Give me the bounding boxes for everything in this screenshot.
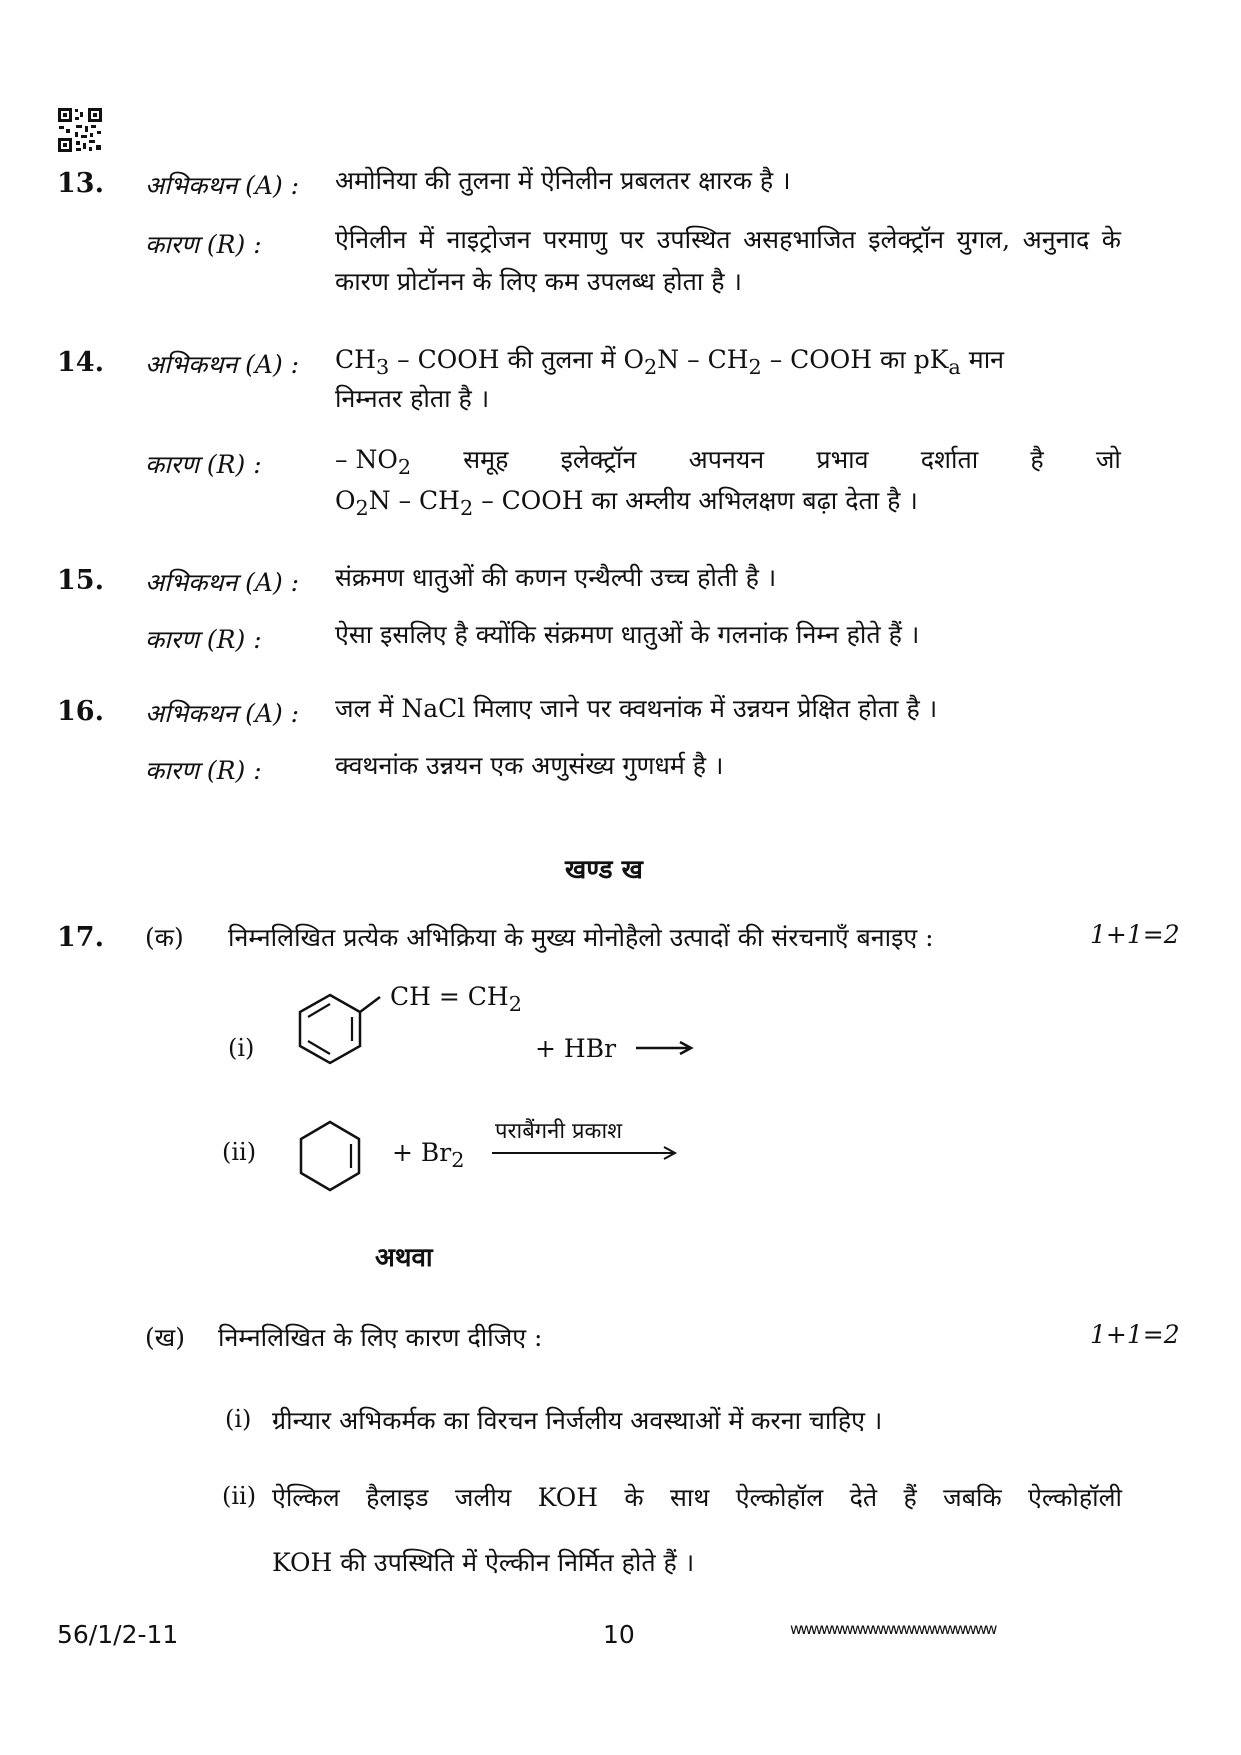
assertion-label: अभिकथन (A) : [145,699,300,728]
reason-label: कारण (R) : [145,450,262,479]
or-separator: अथवा [375,1243,433,1273]
reagent: + HBr [535,1034,617,1063]
marks: 1+1=2 [1090,1320,1180,1349]
assertion-label: अभिकथन (A) : [145,568,300,597]
reagent: + $Br_2$ [392,1138,465,1172]
reason-text: क्वथनांक उन्नयन एक अणुसंख्य गुणधर्म है । [335,751,724,780]
reaction-label: (i) [228,1034,255,1062]
part-a-label: (क) [145,923,184,952]
section-title: खण्ड ख [565,855,643,885]
part-b-text: निम्नलिखित के लिए कारण दीजिए : [218,1323,543,1352]
reason-text: ऐनिलीन में नाइट्रोजन परमाणु पर उपस्थित असहभाजित इलेक्ट्रॉन युगल, अनुनाद के कारण प्रोटॉनन के लिए कम उपलब्ध होता है । [335,225,1121,296]
reason-label: कारण (R) : [145,756,262,785]
reaction-condition: पराबैंगनी प्रकाश [495,1119,623,1144]
assertion-text: संक्रमण धातुओं की कणन एन्थैल्पी उच्च होती है । [335,563,777,592]
question-number: 17. [57,922,104,953]
styrene-substituent: CH = $CH_2$ [390,982,522,1016]
sub-part-text: ऐल्किल हैलाइड जलीय KOH के साथ ऐल्कोहॉल देते हैं जबकि ऐल्कोहॉली [272,1483,1122,1512]
assertion-text: जल में NaCl मिलाए जाने पर क्वथनांक में उन्नयन प्रेक्षित होता है । [335,694,938,723]
reaction-arrow [636,1038,694,1058]
paper-code: 56/1/2-11 [57,1620,179,1649]
assertion-text-line2: निम्नतर होता है । [335,384,490,413]
reaction-arrow [492,1143,678,1163]
reaction-label: (ii) [222,1138,257,1166]
decorative-wave: wwwwwwwwwwwwwwwwwwww [790,1620,996,1638]
page-number: 10 [603,1620,635,1649]
assertion-text: $CH_3$ – COOH की तुलना में $O_2N - CH_2$ – COOH का $pK_a$ मान [335,345,1005,379]
assertion-label: अभिकथन (A) : [145,171,300,200]
reason-text: ऐसा इसलिए है क्योंकि संक्रमण धातुओं के गलनांक निम्न होते हैं । [335,620,920,649]
question-number: 15. [57,565,104,596]
question-number: 16. [57,696,104,727]
question-number: 13. [57,168,104,199]
question-number: 14. [57,347,104,378]
qr-code-icon [57,107,103,153]
sub-part-text: ग्रीन्यार अभिकर्मक का विरचन निर्जलीय अवस्थाओं में करना चाहिए । [272,1406,883,1435]
sub-part-label: (ii) [222,1482,257,1510]
assertion-text: अमोनिया की तुलना में ऐनिलीन प्रबलतर क्षारक है । [335,166,791,195]
part-a-text: निम्नलिखित प्रत्येक अभिक्रिया के मुख्य मोनोहैलो उत्पादों की संरचनाएँ बनाइए : [228,923,934,952]
reason-text-line2: $O_2N - CH_2$ – COOH का अम्लीय अभिलक्षण बढ़ा देता है । [335,486,918,520]
sub-part-label: (i) [225,1405,252,1433]
assertion-label: अभिकथन (A) : [145,350,300,379]
part-b-label: (ख) [145,1323,185,1352]
marks: 1+1=2 [1090,920,1180,949]
formula-ch3: CH [335,345,376,374]
sub-part-text-line2: KOH की उपस्थिति में ऐल्कीन निर्मित होते हैं । [272,1548,695,1577]
reason-label: कारण (R) : [145,230,262,259]
reason-text: – $NO_2$ समूह इलेक्ट्रॉन अपनयन प्रभाव दर्शाता है जो [335,445,1121,479]
cyclohexene-structure [295,1117,365,1197]
reason-label: कारण (R) : [145,625,262,654]
